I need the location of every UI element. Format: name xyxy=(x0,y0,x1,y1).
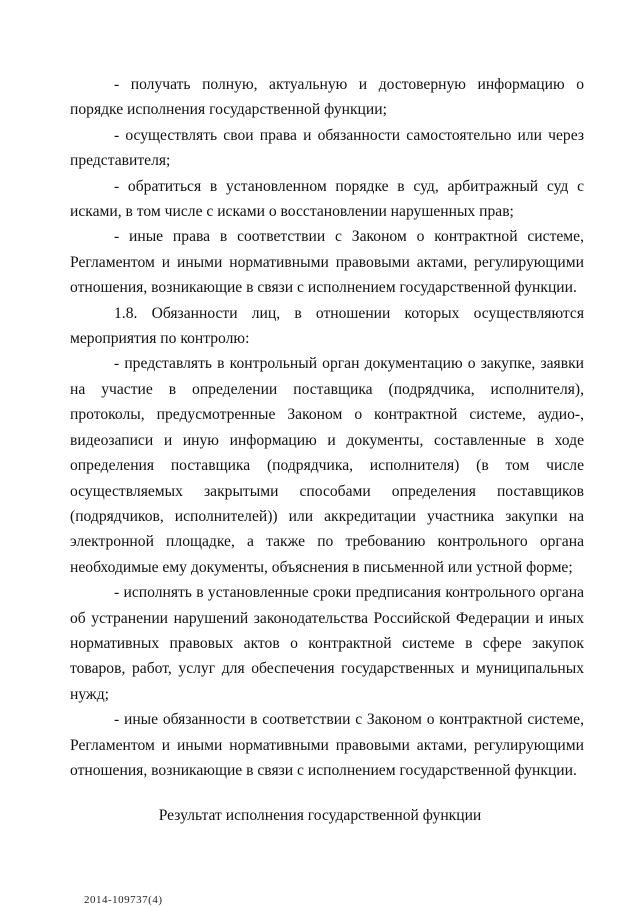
paragraph-duty-documents: - представлять в контрольный орган документацию о закупке, заявки на участие в определении поставщика (подрядчика, исполнителя), протоколы, предусмотренные Законом о контрактной системе, аудио-, видеозаписи и иную информацию и документы, составленные в ходе определения поставщика (подрядчика, исполнителя) (в том числе осуществляемых закрытыми способами определения поставщиков (подрядчиков, исполнителей)) или аккредитации участника закупки на электронной площадке, а также по требованию контрольного органа необходимые ему документы, объяснения в письменной или устной форме; xyxy=(70,355,584,576)
section-heading: Результат исполнения государственной функции xyxy=(158,807,482,824)
paragraph-other-duties: - иные обязанности в соответствии с Законом о контрактной системе, Регламентом и иными нормативными правовыми актами, регулирующими отношения, возникающие в связи с исполнением государственной функции. xyxy=(70,711,584,779)
document-body xyxy=(70,72,584,783)
footer-document-code: 2014-109737(4) xyxy=(84,894,163,906)
paragraph-right-info: - получать полную, актуальную и достоверную информацию о порядке исполнения государственной функции; xyxy=(70,76,584,119)
paragraph-section-1-8: 1.8. Обязанности лиц, в отношении которых осуществляются мероприятия по контролю: xyxy=(70,304,584,348)
paragraph-right-court: - обратиться в установленном порядке в суд, арбитражный суд с исками, в том числе с исками о восстановлении нарушенных прав; xyxy=(70,177,584,221)
paragraph-duty-orders: - исполнять в установленные сроки предписания контрольного органа об устранении нарушений законодательства Российской Федерации и иных нормативных правовых актов о контрактной системе в сфере закупок товаров, работ, услуг для обеспечения государственных и муниципальных нужд; xyxy=(70,584,584,703)
paragraph-other-rights: - иные права в соответствии с Законом о контрактной системе, Регламентом и иными нормативными правовыми актами, регулирующими отношения, возникающие в связи с исполнением государственной функции. xyxy=(70,228,584,297)
paragraph-right-representative: - осуществлять свои права и обязанности самостоятельно или через представителя; xyxy=(70,126,584,170)
